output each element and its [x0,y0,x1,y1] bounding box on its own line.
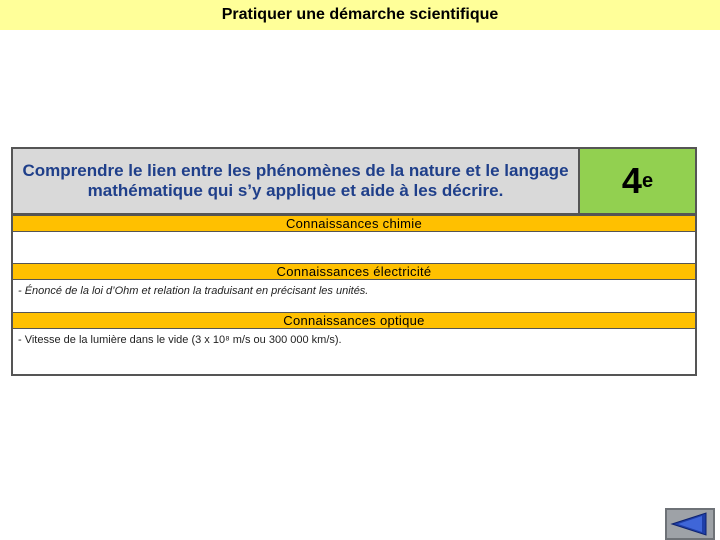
section-body-chimie [13,232,695,262]
section-body-electricite [13,281,695,311]
section-header-optique [13,312,695,329]
page-title: Pratiquer une démarche scientifique [221,6,499,23]
back-button[interactable] [665,508,715,540]
title-bar [0,0,720,30]
section-label: Connaissances électricité [276,264,432,279]
level-badge [580,149,695,215]
competence-description: Comprendre le lien entre les phénomènes de la nature et le langage mathématique qui s’y applique et aide à les décrire. [22,161,569,200]
back-arrow-icon [670,512,710,536]
section-header-electricite [13,263,695,280]
level-suffix: e [641,170,654,192]
section-text: - Vitesse de la lumière dans le vide (3 x 10⁸ m/s ou 300 000 km/s). [18,334,342,346]
competence-description-cell [13,149,580,215]
section-text: - Énoncé de la loi d’Ohm et relation la traduisant en précisant les unités. [18,285,369,297]
section-body-optique [13,332,695,372]
section-label: Connaissances optique [283,313,425,328]
competence-card [11,147,697,376]
section-header-chimie [13,215,695,232]
level-number: 4 [621,160,642,201]
section-label: Connaissances chimie [285,216,423,231]
